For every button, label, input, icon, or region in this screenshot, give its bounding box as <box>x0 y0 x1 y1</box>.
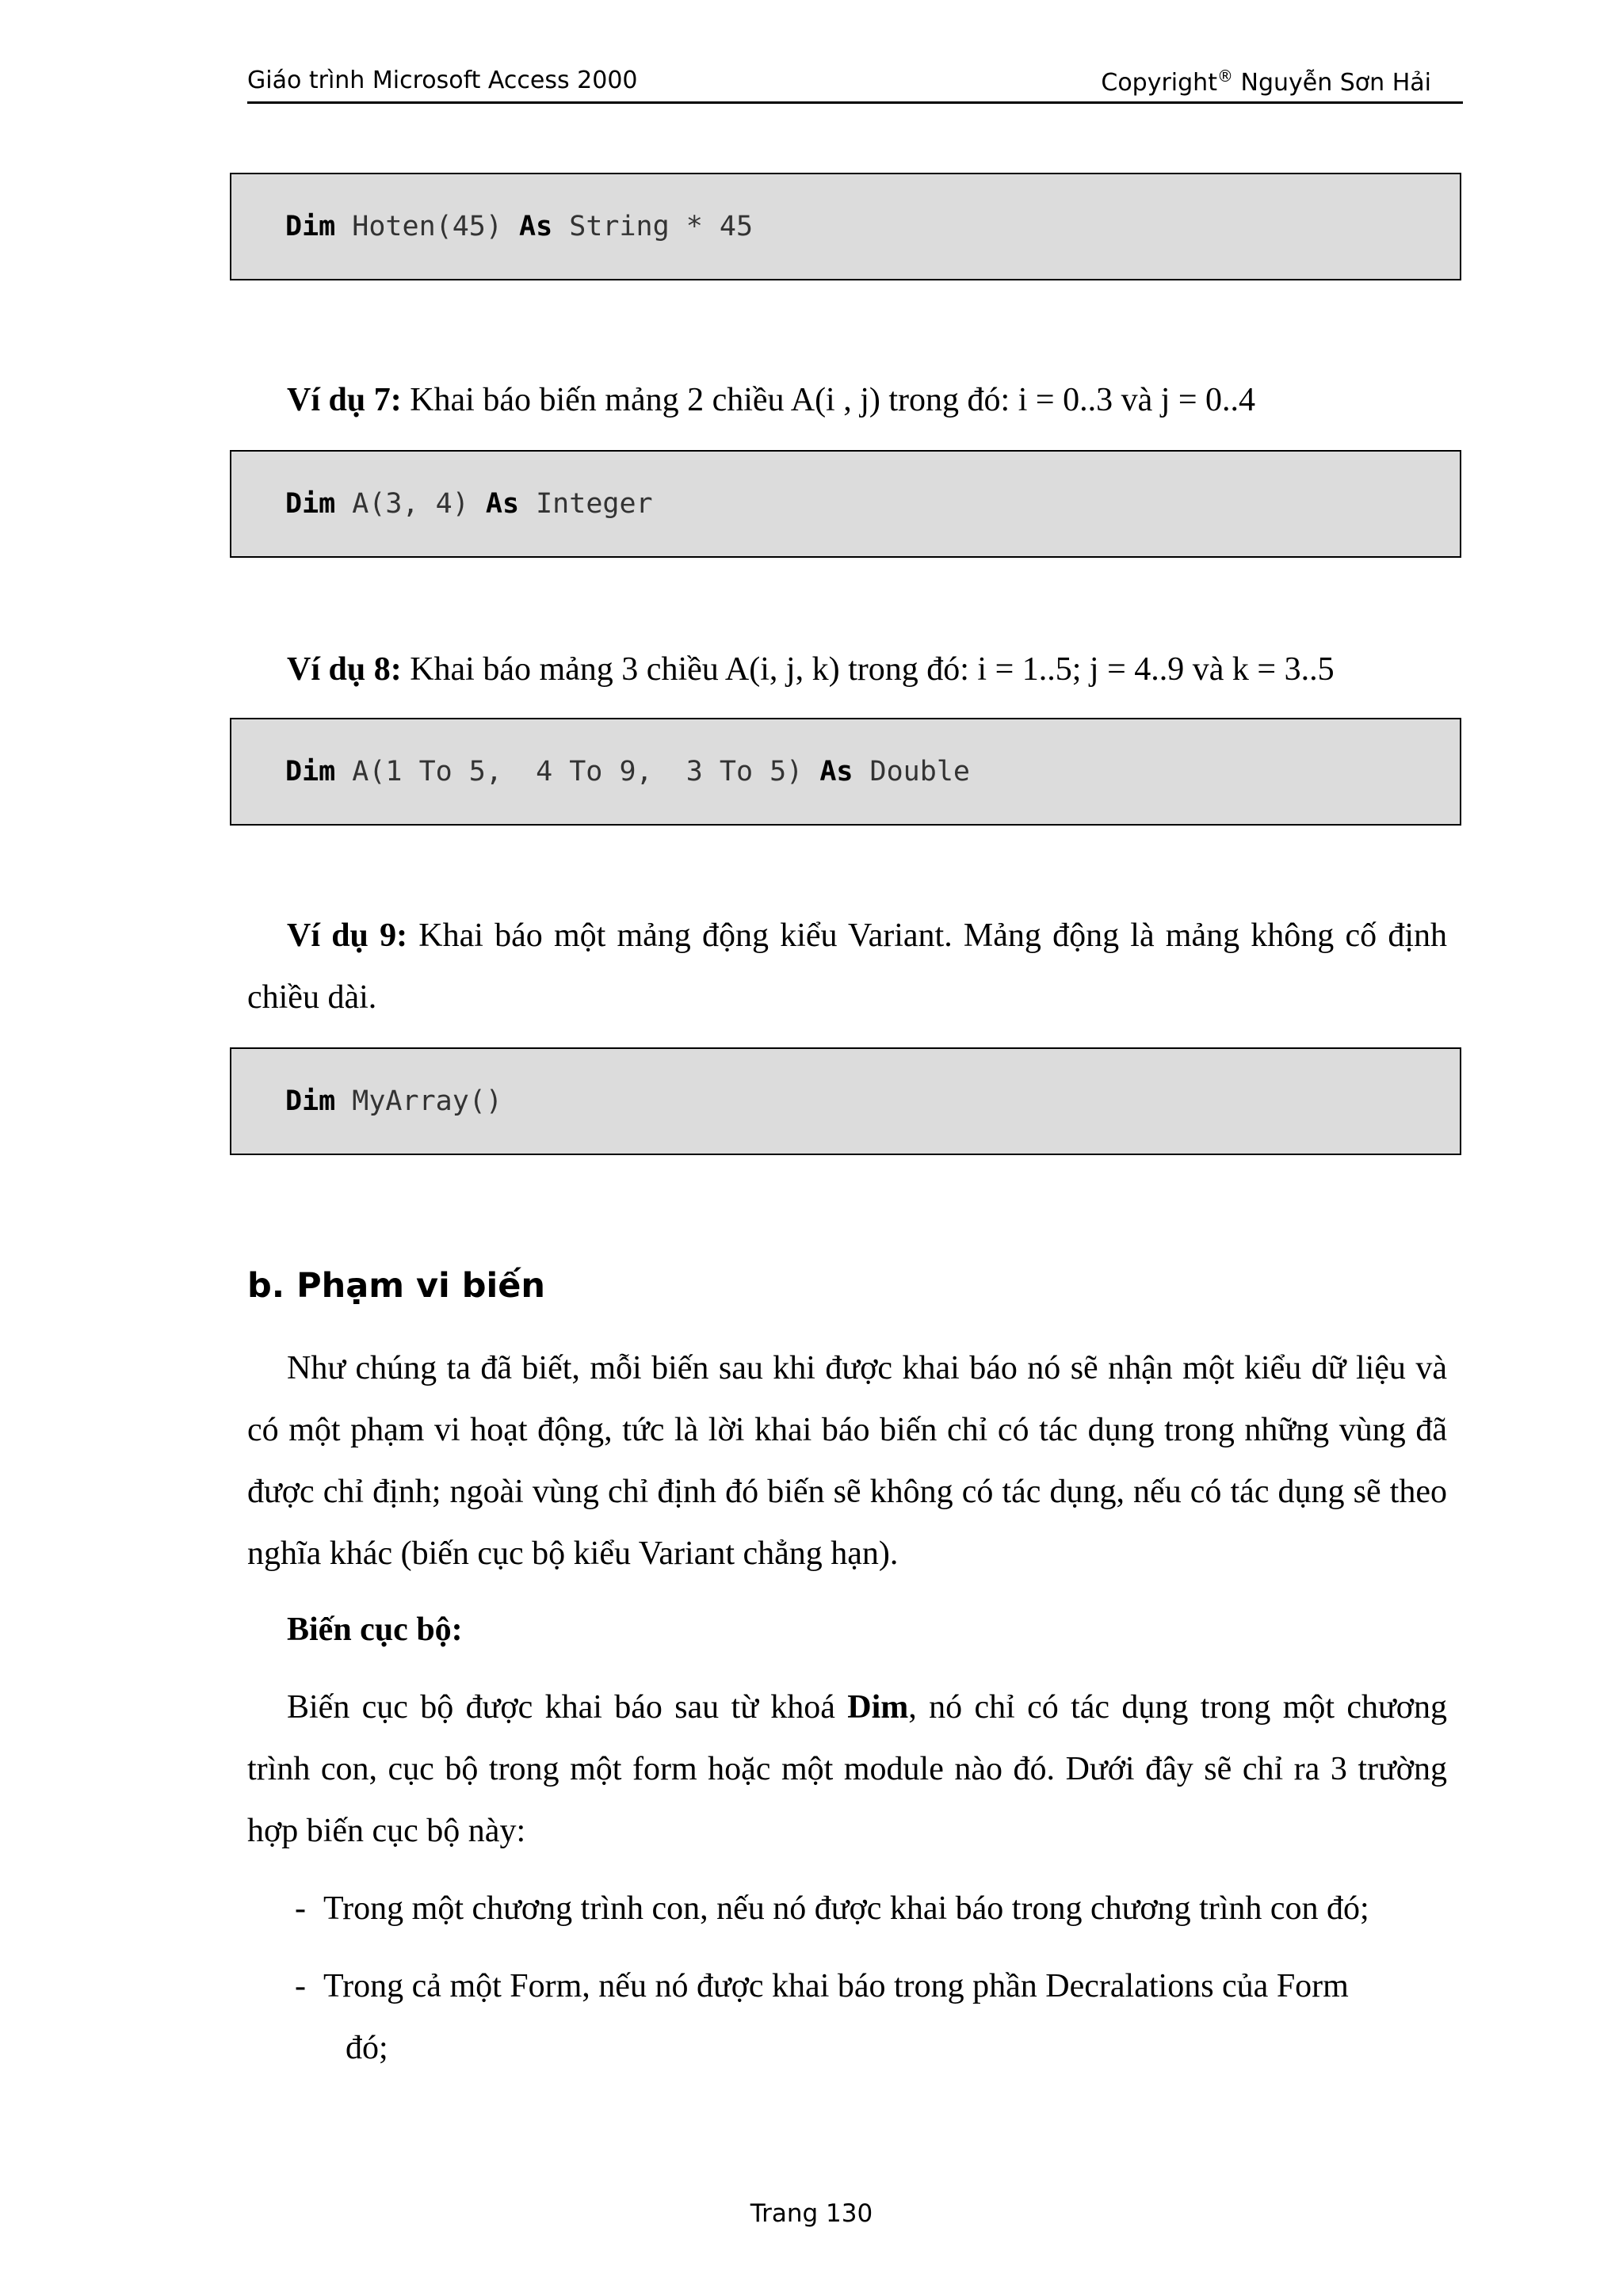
list-item-text: Trong một chương trình con, nếu nó được khai báo trong chương trình con đó; <box>323 1890 1369 1927</box>
example-text: Khai báo một mảng động kiểu Variant. Mảng động là mảng không cố định chiều dài. <box>247 917 1447 1016</box>
header-copyright <box>1101 67 1431 97</box>
paragraph-text: , nó chỉ có tác dụng trong một chương trình con, cục bộ trong một form hoặc một module nào đó. Dưới đây sẽ chỉ ra 3 trường hợp biến cục bộ này: <box>247 1689 1447 1849</box>
code-keyword: Dim <box>285 756 336 788</box>
code-text: A(3, 4) <box>335 488 486 520</box>
registered-mark: ® <box>1216 67 1233 86</box>
example-text: Khai báo biến mảng 2 chiều A(i , j) trong đó: i = 0..3 và j = 0..4 <box>401 382 1256 418</box>
code-text: Double <box>853 756 970 788</box>
list-item-continuation: đó; <box>346 2030 388 2066</box>
subsection-heading: Biến cục bộ: <box>287 1611 463 1648</box>
local-vars-paragraph <box>247 1676 1447 1862</box>
page-number: Trang 130 <box>750 2199 873 2228</box>
example-text: Khai báo mảng 3 chiều A(i, j, k) trong đó: i = 1..5; j = 4..9 và k = 3..5 <box>401 651 1335 688</box>
section-heading: b. Phạm vi biến <box>247 1266 546 1306</box>
code-keyword: As <box>819 756 854 788</box>
code-block-hoten <box>230 173 1461 280</box>
code-text: MyArray() <box>335 1085 502 1117</box>
code-line <box>285 211 753 242</box>
code-line <box>285 756 970 788</box>
code-keyword: Dim <box>285 1085 336 1117</box>
paragraph-text: Biến cục bộ được khai báo sau từ khoá <box>287 1689 848 1726</box>
code-text: Integer <box>519 488 653 520</box>
code-text: String * 45 <box>552 211 754 242</box>
bullet-dash: - <box>295 1968 306 2004</box>
example-label: Ví dụ 9: <box>287 917 408 954</box>
list-item <box>295 1878 1447 1939</box>
copyright-label: Copyright <box>1101 69 1217 97</box>
page-header <box>247 60 1463 104</box>
code-block-array-3d <box>230 718 1461 826</box>
example-7 <box>247 369 1447 431</box>
code-keyword: Dim <box>285 211 336 242</box>
example-label: Ví dụ 8: <box>287 651 402 688</box>
code-text: Hoten(45) <box>335 211 520 242</box>
header-book-title: Giáo trình Microsoft Access 2000 <box>247 67 638 94</box>
code-keyword: Dim <box>285 488 336 520</box>
code-line <box>285 1085 502 1117</box>
author-name: Nguyễn Sơn Hải <box>1232 69 1431 97</box>
code-keyword: As <box>519 211 553 242</box>
keyword-dim: Dim <box>847 1689 909 1726</box>
code-block-array-2d <box>230 450 1461 558</box>
bullet-dash: - <box>295 1890 306 1927</box>
example-8 <box>247 639 1447 700</box>
example-label: Ví dụ 7: <box>287 382 402 418</box>
scope-paragraph: Như chúng ta đã biết, mỗi biến sau khi được khai báo nó sẽ nhận một kiểu dữ liệu và có một phạm vi hoạt động, tức là lời khai báo biến chỉ có tác dụng trong những vùng đã được chỉ định; ngoài vùng chỉ định đó biến sẽ không có tác dụng, nếu có tác dụng sẽ theo nghĩa khác (biến cục bộ kiểu Variant chẳng hạn). <box>247 1350 1447 1572</box>
list-item <box>295 1955 1447 2079</box>
code-line <box>285 488 653 520</box>
code-keyword: As <box>485 488 520 520</box>
list-item-text: Trong cả một Form, nếu nó được khai báo trong phần Decralations của Form <box>323 1968 1349 2004</box>
code-block-dynamic-array <box>230 1047 1461 1155</box>
code-text: A(1 To 5, 4 To 9, 3 To 5) <box>335 756 820 788</box>
example-9 <box>247 905 1447 1028</box>
